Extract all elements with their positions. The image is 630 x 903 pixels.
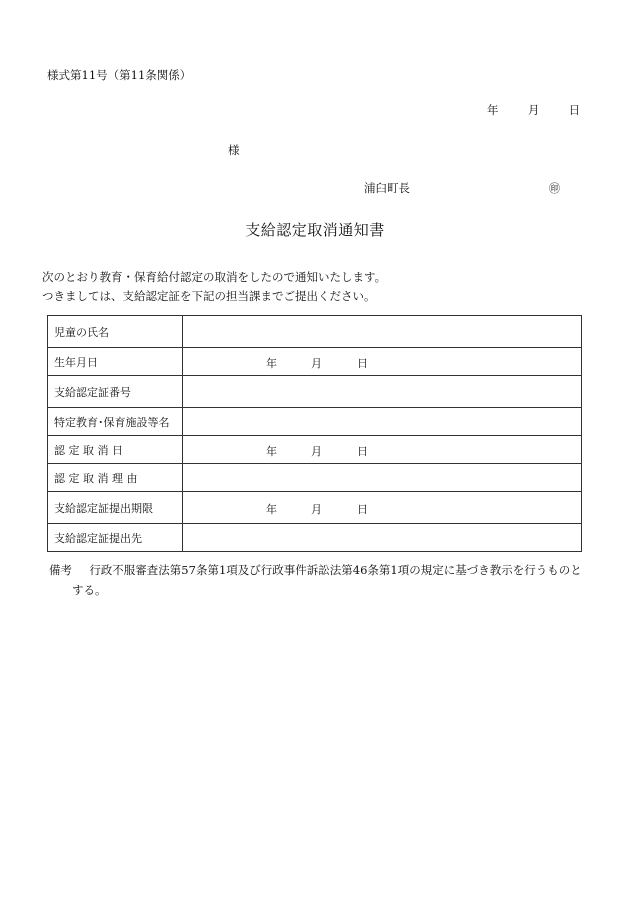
date-month: 月 — [527, 103, 540, 117]
row-date — [183, 436, 582, 464]
row-label: 生年月日 — [48, 348, 183, 376]
date-month: 月 — [311, 445, 322, 458]
document-title: 支給認定取消通知書 — [245, 221, 385, 239]
date-year: 年 — [487, 103, 499, 117]
date-year: 年 — [266, 357, 277, 370]
date-day: 日 — [357, 445, 368, 458]
row-label: 児童の氏名 — [48, 316, 183, 348]
row-value — [183, 316, 582, 348]
date-day: 日 — [568, 103, 581, 117]
addressee-suffix: 様 — [228, 143, 240, 157]
intro-line-1: 次のとおり教育・保育給付認定の取消をしたので通知いたします。 — [42, 270, 387, 284]
issue-date — [487, 102, 580, 118]
row-value — [183, 524, 582, 552]
remarks-label: 備考 — [49, 563, 72, 577]
info-table — [47, 315, 582, 552]
table-row — [48, 524, 582, 552]
row-value — [183, 408, 582, 436]
table-row — [48, 376, 582, 408]
date-year: 年 — [266, 445, 277, 458]
row-label: 支給認定証提出期限 — [48, 492, 183, 524]
row-date — [183, 492, 582, 524]
table-row — [48, 492, 582, 524]
remarks-line-1: 行政不服審査法第57条第1項及び行政事件訴訟法第46条第1項の規定に基づき教示を行うものと — [89, 563, 582, 577]
remarks-line-2: する。 — [72, 583, 107, 597]
date-year: 年 — [266, 503, 277, 516]
issuer-name: 浦臼町長 — [364, 181, 410, 195]
intro-line-2: つきましては、支給認定証を下記の担当課までご提出ください。 — [42, 289, 376, 303]
row-label: 認 定 取 消 日 — [48, 436, 183, 464]
date-month: 月 — [311, 503, 322, 516]
seal-mark: ㊞ — [549, 182, 560, 195]
row-value — [183, 376, 582, 408]
date-day: 日 — [357, 357, 368, 370]
table-row — [48, 348, 582, 376]
row-label: 特定教育･保育施設等名 — [48, 408, 183, 436]
date-day: 日 — [357, 503, 368, 516]
row-date — [183, 348, 582, 376]
row-label: 支給認定証提出先 — [48, 524, 183, 552]
row-label: 支給認定証番号 — [48, 376, 183, 408]
intro-text — [42, 268, 386, 306]
remarks — [49, 560, 582, 600]
table-row — [48, 464, 582, 492]
row-label: 認 定 取 消 理 由 — [48, 464, 183, 492]
form-number: 様式第11号（第11条関係） — [47, 68, 192, 82]
table-row — [48, 316, 582, 348]
table-row — [48, 436, 582, 464]
table-row — [48, 408, 582, 436]
row-value — [183, 464, 582, 492]
date-month: 月 — [311, 357, 322, 370]
